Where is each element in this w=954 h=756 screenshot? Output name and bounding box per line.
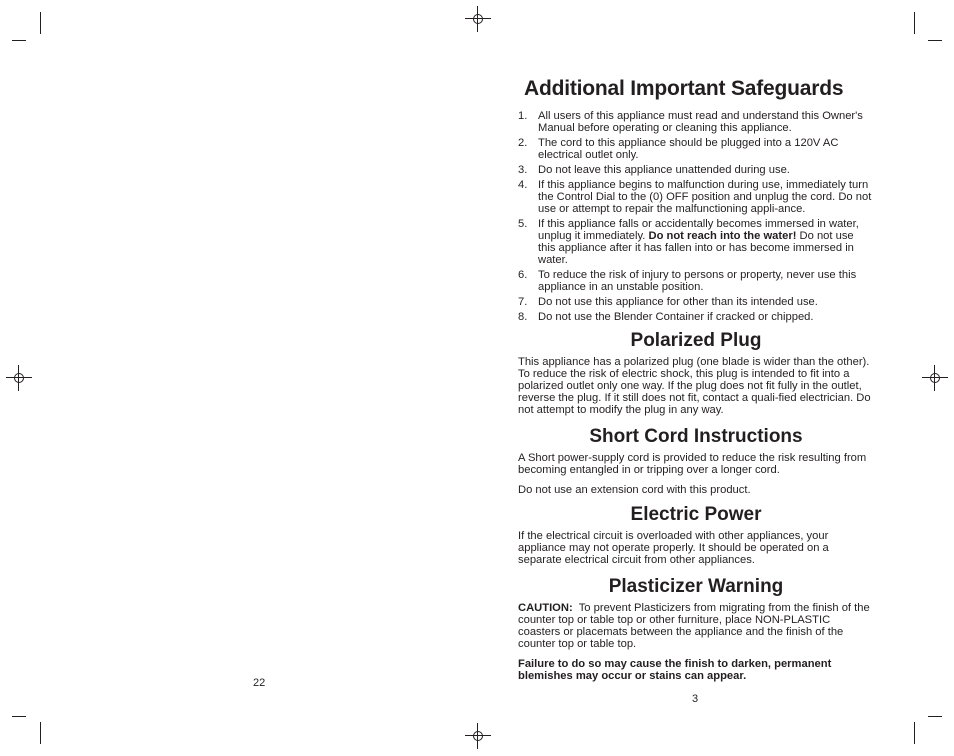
crop-mark	[12, 716, 26, 717]
list-item: 3. Do not leave this appliance unattended during use.	[518, 164, 790, 176]
registration-mark-icon	[471, 12, 485, 26]
list-item: 7. Do not use this appliance for other than its intended use.	[518, 296, 818, 308]
crop-mark	[12, 40, 26, 41]
polarized-plug-text: This appliance has a polarized plug (one blade is wider than the other). To reduce the risk of electric shock, this plug is intended to fit into a polarized outlet only one way. If the plug does not fit fully in the outlet, reverse the plug. If it still does not fit, contact a quali-fied electrician. Do not attempt to modify the plug in any way.	[518, 356, 871, 416]
crop-mark	[914, 12, 915, 34]
page-number-left: 22	[253, 677, 266, 689]
plasticizer-heading: Plasticizer Warning	[608, 576, 784, 597]
safeguards-list	[518, 110, 874, 323]
list-item: 6. To reduce the risk of injury to persons or property, never use this appliance in an unstable position.	[518, 269, 857, 293]
registration-mark-icon	[12, 371, 26, 385]
list-item: 1. All users of this appliance must read and understand this Owner's Manual before operating or cleaning this appliance.	[518, 110, 863, 134]
right-page-content	[518, 76, 874, 682]
caution-label: CAUTION:	[518, 602, 573, 614]
list-item: 5. If this appliance falls or accidentally becomes immersed in water, unplug it immediately. Do not reach into the water! Do not use this appliance after it has fallen into or has become immersed in water.	[518, 218, 859, 266]
page-number-right: 3	[692, 693, 699, 705]
page-title: Additional Important Safeguards	[524, 77, 844, 100]
short-cord-heading: Short Cord Instructions	[589, 426, 803, 447]
plasticizer-caution: CAUTION: To prevent Plasticizers from migrating from the finish of the counter top or table top or other furniture, place NON-PLASTIC coasters or placemats between the appliance and the finish of the counter top or table top.	[518, 602, 870, 650]
crop-mark	[40, 12, 41, 34]
electric-power-heading: Electric Power	[630, 504, 762, 525]
plasticizer-warning: Failure to do so may cause the finish to darken, permanent blemishes may occur or stains can appear.	[518, 658, 832, 682]
extension-cord-text: Do not use an extension cord with this product.	[518, 484, 751, 496]
crop-mark	[40, 722, 41, 744]
crop-mark	[928, 716, 942, 717]
polarized-plug-heading: Polarized Plug	[630, 330, 762, 351]
list-item: 2. The cord to this appliance should be plugged into a 120V AC electrical outlet only.	[518, 137, 839, 161]
list-item: 4. If this appliance begins to malfunction during use, immediately turn the Control Dial to the (0) OFF position and unplug the cord. Do not use or attempt to repair the malfunctioning appli-ance.	[518, 179, 872, 215]
registration-mark-icon	[928, 371, 942, 385]
water-warning: Do not reach into the water!	[648, 230, 797, 242]
registration-mark-icon	[471, 729, 485, 743]
short-cord-text: A Short power-supply cord is provided to reduce the risk resulting from becoming entangled in or tripping over a longer cord.	[518, 452, 867, 476]
crop-mark	[914, 722, 915, 744]
electric-power-text: If the electrical circuit is overloaded with other appliances, your appliance may not operate properly. It should be operated on a separate electrical circuit from other appliances.	[518, 530, 829, 566]
crop-mark	[928, 40, 942, 41]
list-item: 8. Do not use the Blender Container if cracked or chipped.	[518, 311, 814, 323]
